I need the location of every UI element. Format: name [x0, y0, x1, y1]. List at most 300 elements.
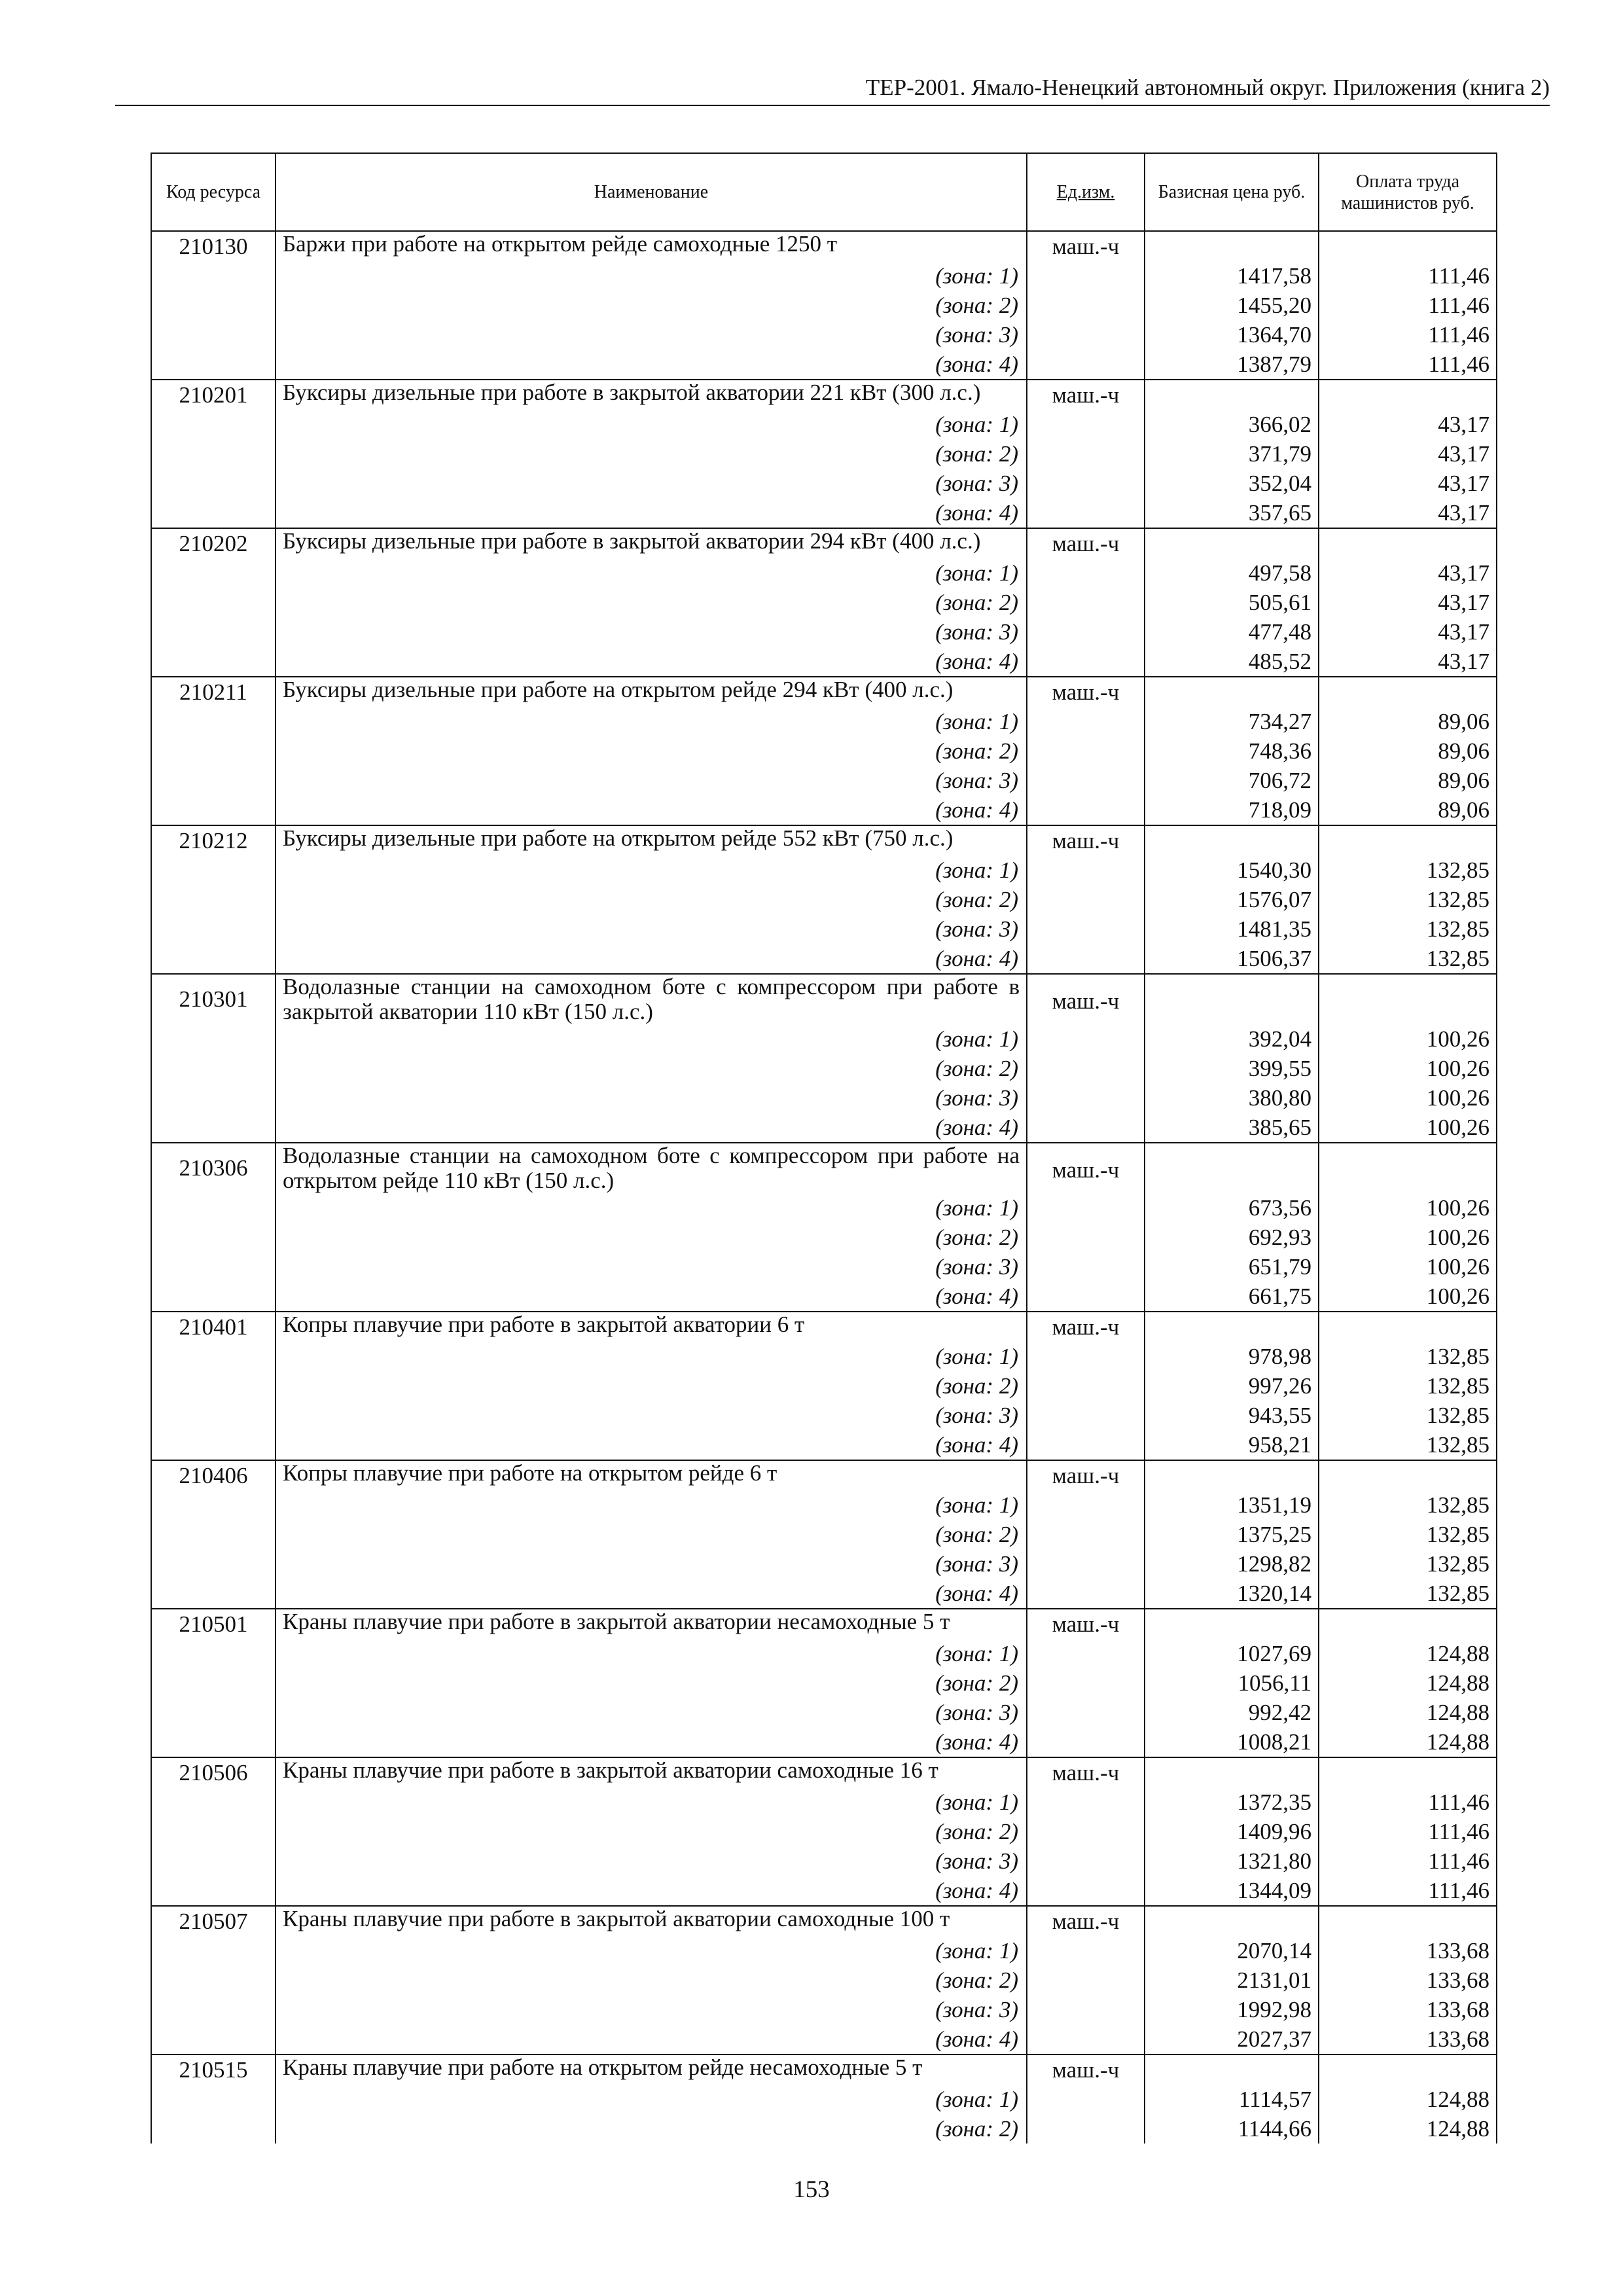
zone-row: [151, 1083, 1497, 1113]
resource-unit: маш.-ч: [1027, 2054, 1145, 2085]
zone-unit-empty: [1027, 1668, 1145, 1698]
zone-base-price: 943,55: [1145, 1401, 1319, 1430]
zone-code-empty: [151, 2114, 276, 2144]
zone-operator-wage: 124,88: [1319, 1698, 1497, 1727]
zone-code-empty: [151, 1727, 276, 1757]
zone-operator-wage: 111,46: [1319, 1817, 1497, 1846]
zone-operator-wage: 43,17: [1319, 588, 1497, 617]
resource-unit: маш.-ч: [1027, 1460, 1145, 1490]
zone-code-empty: [151, 914, 276, 944]
resource-unit: маш.-ч: [1027, 380, 1145, 410]
zone-base-price: 718,09: [1145, 795, 1319, 825]
zone-row: [151, 498, 1497, 528]
zone-base-price: 477,48: [1145, 617, 1319, 647]
zone-label: (зона: 1): [276, 2085, 1027, 2114]
zone-unit-empty: [1027, 2114, 1145, 2144]
zone-row: [151, 1579, 1497, 1609]
resource-code: 210301: [151, 974, 276, 1024]
zone-operator-wage: 132,85: [1319, 1549, 1497, 1579]
zone-base-price: 734,27: [1145, 707, 1319, 736]
column-header-code: Код ресурса: [151, 153, 276, 231]
zone-unit-empty: [1027, 1024, 1145, 1054]
zone-code-empty: [151, 766, 276, 795]
resource-name: Баржи при работе на открытом рейде самоходные 1250 т: [276, 231, 1027, 261]
zone-row: [151, 2114, 1497, 2144]
zone-row: [151, 1024, 1497, 1054]
zone-code-empty: [151, 647, 276, 677]
zone-unit-empty: [1027, 1371, 1145, 1401]
resource-code: 210507: [151, 1906, 276, 1936]
zone-code-empty: [151, 1787, 276, 1817]
resource-price-empty: [1145, 2054, 1319, 2085]
zone-row: [151, 558, 1497, 588]
zone-base-price: 1114,57: [1145, 2085, 1319, 2114]
zone-code-empty: [151, 617, 276, 647]
zone-base-price: 1409,96: [1145, 1817, 1319, 1846]
zone-code-empty: [151, 320, 276, 350]
zone-operator-wage: 124,88: [1319, 1639, 1497, 1668]
zone-code-empty: [151, 558, 276, 588]
resource-price-empty: [1145, 1460, 1319, 1490]
zone-base-price: 1481,35: [1145, 914, 1319, 944]
resource-unit: маш.-ч: [1027, 1609, 1145, 1639]
zone-label: (зона: 1): [276, 1342, 1027, 1371]
zone-label: (зона: 2): [276, 1520, 1027, 1549]
resource-wage-empty: [1319, 528, 1497, 558]
zone-unit-empty: [1027, 2085, 1145, 2114]
zone-row: [151, 1371, 1497, 1401]
zone-row: [151, 1817, 1497, 1846]
zone-base-price: 1372,35: [1145, 1787, 1319, 1817]
resource-wage-empty: [1319, 1143, 1497, 1193]
zone-label: (зона: 3): [276, 766, 1027, 795]
zone-row: [151, 1282, 1497, 1312]
zone-unit-empty: [1027, 1787, 1145, 1817]
resource-wage-empty: [1319, 231, 1497, 261]
zone-unit-empty: [1027, 736, 1145, 766]
zone-operator-wage: 132,85: [1319, 855, 1497, 885]
zone-row: [151, 1054, 1497, 1083]
resource-row: [151, 1143, 1497, 1193]
zone-code-empty: [151, 1490, 276, 1520]
table-header-row: [151, 153, 1497, 231]
zone-unit-empty: [1027, 320, 1145, 350]
zone-row: [151, 439, 1497, 469]
zone-unit-empty: [1027, 795, 1145, 825]
zone-base-price: 1375,25: [1145, 1520, 1319, 1549]
resource-price-empty: [1145, 1312, 1319, 1342]
zone-base-price: 1387,79: [1145, 350, 1319, 380]
zone-unit-empty: [1027, 588, 1145, 617]
zone-unit-empty: [1027, 914, 1145, 944]
zone-base-price: 997,26: [1145, 1371, 1319, 1401]
resource-code: 210515: [151, 2054, 276, 2085]
zone-code-empty: [151, 1252, 276, 1282]
zone-code-empty: [151, 1579, 276, 1609]
zone-operator-wage: 43,17: [1319, 558, 1497, 588]
zone-label: (зона: 3): [276, 914, 1027, 944]
zone-row: [151, 885, 1497, 914]
zone-label: (зона: 3): [276, 1698, 1027, 1727]
zone-operator-wage: 111,46: [1319, 1846, 1497, 1876]
zone-unit-empty: [1027, 1579, 1145, 1609]
zone-code-empty: [151, 2024, 276, 2054]
zone-unit-empty: [1027, 1965, 1145, 1995]
zone-code-empty: [151, 291, 276, 320]
column-header-wage: Оплата труда машинистов руб.: [1319, 153, 1497, 231]
zone-operator-wage: 43,17: [1319, 469, 1497, 498]
zone-operator-wage: 89,06: [1319, 795, 1497, 825]
zone-unit-empty: [1027, 647, 1145, 677]
zone-code-empty: [151, 1401, 276, 1430]
resource-unit: маш.-ч: [1027, 1312, 1145, 1342]
zone-operator-wage: 100,26: [1319, 1223, 1497, 1252]
zone-label: (зона: 2): [276, 1817, 1027, 1846]
zone-operator-wage: 100,26: [1319, 1113, 1497, 1143]
zone-unit-empty: [1027, 439, 1145, 469]
zone-row: [151, 1668, 1497, 1698]
zone-base-price: 2070,14: [1145, 1936, 1319, 1965]
resource-name: Копры плавучие при работе на открытом рейде 6 т: [276, 1460, 1027, 1490]
zone-code-empty: [151, 736, 276, 766]
page-number: 153: [793, 2176, 830, 2203]
zone-operator-wage: 124,88: [1319, 2085, 1497, 2114]
zone-base-price: 399,55: [1145, 1054, 1319, 1083]
zone-base-price: 497,58: [1145, 558, 1319, 588]
zone-code-empty: [151, 1193, 276, 1223]
zone-operator-wage: 89,06: [1319, 707, 1497, 736]
zone-base-price: 1576,07: [1145, 885, 1319, 914]
zone-operator-wage: 132,85: [1319, 1579, 1497, 1609]
resource-price-empty: [1145, 1906, 1319, 1936]
zone-operator-wage: 43,17: [1319, 410, 1497, 439]
zone-base-price: 385,65: [1145, 1113, 1319, 1143]
zone-unit-empty: [1027, 1223, 1145, 1252]
zone-row: [151, 1430, 1497, 1460]
zone-unit-empty: [1027, 1639, 1145, 1668]
resource-code: 210401: [151, 1312, 276, 1342]
zone-code-empty: [151, 1639, 276, 1668]
zone-label: (зона: 4): [276, 944, 1027, 974]
resource-unit: маш.-ч: [1027, 1906, 1145, 1936]
zone-row: [151, 647, 1497, 677]
zone-code-empty: [151, 1113, 276, 1143]
resource-code: 210306: [151, 1143, 276, 1193]
zone-code-empty: [151, 1054, 276, 1083]
zone-operator-wage: 43,17: [1319, 617, 1497, 647]
zone-label: (зона: 4): [276, 1282, 1027, 1312]
zone-operator-wage: 100,26: [1319, 1083, 1497, 1113]
zone-code-empty: [151, 1024, 276, 1054]
zone-label: (зона: 2): [276, 1054, 1027, 1083]
resource-name: Буксиры дизельные при работе на открытом рейде 294 кВт (400 л.с.): [276, 677, 1027, 707]
zone-base-price: 357,65: [1145, 498, 1319, 528]
zone-label: (зона: 3): [276, 1846, 1027, 1876]
zone-row: [151, 1876, 1497, 1906]
zone-unit-empty: [1027, 1342, 1145, 1371]
zone-operator-wage: 132,85: [1319, 1342, 1497, 1371]
zone-code-empty: [151, 944, 276, 974]
zone-base-price: 392,04: [1145, 1024, 1319, 1054]
zone-base-price: 2131,01: [1145, 1965, 1319, 1995]
zone-unit-empty: [1027, 261, 1145, 291]
zone-operator-wage: 43,17: [1319, 647, 1497, 677]
zone-operator-wage: 111,46: [1319, 261, 1497, 291]
zone-row: [151, 2024, 1497, 2054]
zone-row: [151, 261, 1497, 291]
zone-operator-wage: 111,46: [1319, 1787, 1497, 1817]
zone-row: [151, 1639, 1497, 1668]
zone-label: (зона: 3): [276, 1083, 1027, 1113]
zone-operator-wage: 111,46: [1319, 350, 1497, 380]
zone-base-price: 1027,69: [1145, 1639, 1319, 1668]
zone-operator-wage: 100,26: [1319, 1024, 1497, 1054]
resource-price-table: [151, 152, 1497, 2144]
zone-operator-wage: 132,85: [1319, 1371, 1497, 1401]
running-header: ТЕР-2001. Ямало-Ненецкий автономный округ. Приложения (книга 2): [865, 75, 1550, 100]
zone-unit-empty: [1027, 1817, 1145, 1846]
zone-label: (зона: 3): [276, 617, 1027, 647]
resource-wage-empty: [1319, 380, 1497, 410]
zone-unit-empty: [1027, 1193, 1145, 1223]
resource-row: [151, 2054, 1497, 2085]
resource-name: Копры плавучие при работе в закрытой акватории 6 т: [276, 1312, 1027, 1342]
zone-label: (зона: 1): [276, 1936, 1027, 1965]
column-header-unit: [1027, 153, 1145, 231]
resource-row: [151, 974, 1497, 1024]
zone-base-price: 1344,09: [1145, 1876, 1319, 1906]
zone-label: (зона: 1): [276, 1024, 1027, 1054]
zone-label: (зона: 4): [276, 1579, 1027, 1609]
zone-row: [151, 1520, 1497, 1549]
zone-row: [151, 1846, 1497, 1876]
zone-unit-empty: [1027, 1727, 1145, 1757]
zone-unit-empty: [1027, 1083, 1145, 1113]
zone-base-price: 366,02: [1145, 410, 1319, 439]
zone-unit-empty: [1027, 1490, 1145, 1520]
zone-row: [151, 736, 1497, 766]
zone-code-empty: [151, 588, 276, 617]
resource-row: [151, 1312, 1497, 1342]
zone-code-empty: [151, 498, 276, 528]
zone-row: [151, 707, 1497, 736]
resource-unit: маш.-ч: [1027, 1143, 1145, 1193]
zone-label: (зона: 1): [276, 558, 1027, 588]
zone-operator-wage: 124,88: [1319, 1668, 1497, 1698]
zone-unit-empty: [1027, 1995, 1145, 2024]
resource-unit: маш.-ч: [1027, 1757, 1145, 1787]
zone-base-price: 692,93: [1145, 1223, 1319, 1252]
zone-operator-wage: 111,46: [1319, 320, 1497, 350]
zone-base-price: 1455,20: [1145, 291, 1319, 320]
zone-code-empty: [151, 1549, 276, 1579]
zone-label: (зона: 4): [276, 1430, 1027, 1460]
zone-base-price: 673,56: [1145, 1193, 1319, 1223]
resource-code: 210211: [151, 677, 276, 707]
zone-label: (зона: 4): [276, 1113, 1027, 1143]
zone-operator-wage: 111,46: [1319, 291, 1497, 320]
zone-base-price: 661,75: [1145, 1282, 1319, 1312]
zone-row: [151, 1995, 1497, 2024]
zone-label: (зона: 2): [276, 291, 1027, 320]
zone-row: [151, 1698, 1497, 1727]
resource-row: [151, 231, 1497, 261]
zone-operator-wage: 132,85: [1319, 914, 1497, 944]
resource-code: 210201: [151, 380, 276, 410]
zone-row: [151, 855, 1497, 885]
zone-code-empty: [151, 1668, 276, 1698]
resource-name: Буксиры дизельные при работе в закрытой акватории 294 кВт (400 л.с.): [276, 528, 1027, 558]
zone-unit-empty: [1027, 498, 1145, 528]
resource-wage-empty: [1319, 1460, 1497, 1490]
zone-base-price: 1320,14: [1145, 1579, 1319, 1609]
zone-operator-wage: 132,85: [1319, 1401, 1497, 1430]
zone-operator-wage: 133,68: [1319, 2024, 1497, 2054]
zone-base-price: 1321,80: [1145, 1846, 1319, 1876]
zone-code-empty: [151, 1083, 276, 1113]
zone-base-price: 651,79: [1145, 1252, 1319, 1282]
zone-operator-wage: 111,46: [1319, 1876, 1497, 1906]
resource-row: [151, 825, 1497, 855]
resource-unit: маш.-ч: [1027, 974, 1145, 1024]
zone-unit-empty: [1027, 1430, 1145, 1460]
zone-label: (зона: 4): [276, 795, 1027, 825]
zone-code-empty: [151, 885, 276, 914]
zone-unit-empty: [1027, 291, 1145, 320]
zone-label: (зона: 1): [276, 1787, 1027, 1817]
zone-label: (зона: 4): [276, 350, 1027, 380]
zone-base-price: 1992,98: [1145, 1995, 1319, 2024]
zone-base-price: 1506,37: [1145, 944, 1319, 974]
zone-label: (зона: 2): [276, 1965, 1027, 1995]
zone-base-price: 380,80: [1145, 1083, 1319, 1113]
zone-label: (зона: 2): [276, 736, 1027, 766]
zone-operator-wage: 124,88: [1319, 2114, 1497, 2144]
zone-unit-empty: [1027, 2024, 1145, 2054]
zone-code-empty: [151, 261, 276, 291]
resource-price-empty: [1145, 825, 1319, 855]
zone-label: (зона: 3): [276, 1549, 1027, 1579]
zone-code-empty: [151, 1430, 276, 1460]
resource-name: Водолазные станции на самоходном боте с компрессором при работе в закрытой акватории 110 кВт (150 л.с.): [276, 974, 1027, 1024]
zone-row: [151, 1223, 1497, 1252]
zone-base-price: 1298,82: [1145, 1549, 1319, 1579]
zone-code-empty: [151, 1995, 276, 2024]
zone-code-empty: [151, 1282, 276, 1312]
zone-label: (зона: 1): [276, 1193, 1027, 1223]
zone-base-price: 505,61: [1145, 588, 1319, 617]
zone-code-empty: [151, 350, 276, 380]
zone-row: [151, 1252, 1497, 1282]
zone-operator-wage: 100,26: [1319, 1252, 1497, 1282]
zone-code-empty: [151, 707, 276, 736]
zone-operator-wage: 89,06: [1319, 766, 1497, 795]
resource-row: [151, 1609, 1497, 1639]
zone-unit-empty: [1027, 1401, 1145, 1430]
resource-wage-empty: [1319, 825, 1497, 855]
zone-unit-empty: [1027, 1846, 1145, 1876]
zone-label: (зона: 2): [276, 1223, 1027, 1252]
zone-code-empty: [151, 855, 276, 885]
zone-label: (зона: 2): [276, 1371, 1027, 1401]
resource-row: [151, 380, 1497, 410]
zone-code-empty: [151, 1371, 276, 1401]
zone-label: (зона: 4): [276, 498, 1027, 528]
zone-operator-wage: 132,85: [1319, 1490, 1497, 1520]
zone-label: (зона: 3): [276, 320, 1027, 350]
zone-operator-wage: 133,68: [1319, 1936, 1497, 1965]
resource-unit: маш.-ч: [1027, 677, 1145, 707]
resource-code: 210130: [151, 231, 276, 261]
zone-row: [151, 1787, 1497, 1817]
zone-row: [151, 914, 1497, 944]
zone-operator-wage: 43,17: [1319, 439, 1497, 469]
zone-unit-empty: [1027, 1113, 1145, 1143]
resource-wage-empty: [1319, 677, 1497, 707]
zone-code-empty: [151, 1223, 276, 1252]
zone-operator-wage: 132,85: [1319, 1520, 1497, 1549]
resource-row: [151, 528, 1497, 558]
zone-unit-empty: [1027, 1520, 1145, 1549]
table-body: [151, 231, 1497, 2144]
zone-base-price: 1144,66: [1145, 2114, 1319, 2144]
zone-operator-wage: 133,68: [1319, 1995, 1497, 2024]
resource-wage-empty: [1319, 1609, 1497, 1639]
zone-code-empty: [151, 410, 276, 439]
zone-label: (зона: 4): [276, 2024, 1027, 2054]
zone-row: [151, 1549, 1497, 1579]
resource-price-empty: [1145, 1757, 1319, 1787]
resource-price-empty: [1145, 231, 1319, 261]
zone-unit-empty: [1027, 707, 1145, 736]
zone-unit-empty: [1027, 1282, 1145, 1312]
zone-base-price: 1540,30: [1145, 855, 1319, 885]
zone-base-price: 1351,19: [1145, 1490, 1319, 1520]
zone-label: (зона: 1): [276, 410, 1027, 439]
zone-unit-empty: [1027, 1252, 1145, 1282]
zone-row: [151, 1113, 1497, 1143]
zone-unit-empty: [1027, 885, 1145, 914]
zone-label: (зона: 2): [276, 2114, 1027, 2144]
zone-row: [151, 766, 1497, 795]
zone-row: [151, 795, 1497, 825]
zone-label: (зона: 2): [276, 439, 1027, 469]
zone-operator-wage: 43,17: [1319, 498, 1497, 528]
zone-base-price: 352,04: [1145, 469, 1319, 498]
resource-wage-empty: [1319, 1906, 1497, 1936]
zone-row: [151, 410, 1497, 439]
zone-row: [151, 1193, 1497, 1223]
zone-code-empty: [151, 439, 276, 469]
zone-label: (зона: 4): [276, 647, 1027, 677]
zone-unit-empty: [1027, 1054, 1145, 1083]
resource-unit: маш.-ч: [1027, 231, 1145, 261]
zone-code-empty: [151, 2085, 276, 2114]
resource-name: Буксиры дизельные при работе в закрытой акватории 221 кВт (300 л.с.): [276, 380, 1027, 410]
zone-code-empty: [151, 1965, 276, 1995]
zone-label: (зона: 1): [276, 855, 1027, 885]
zone-base-price: 992,42: [1145, 1698, 1319, 1727]
zone-label: (зона: 2): [276, 588, 1027, 617]
zone-base-price: 1364,70: [1145, 320, 1319, 350]
resource-name: Водолазные станции на самоходном боте с компрессором при работе на открытом рейде 110 кВт (150 л.с.): [276, 1143, 1027, 1193]
zone-label: (зона: 3): [276, 1401, 1027, 1430]
zone-row: [151, 350, 1497, 380]
resource-wage-empty: [1319, 2054, 1497, 2085]
resource-code: 210406: [151, 1460, 276, 1490]
zone-unit-empty: [1027, 350, 1145, 380]
zone-label: (зона: 2): [276, 885, 1027, 914]
